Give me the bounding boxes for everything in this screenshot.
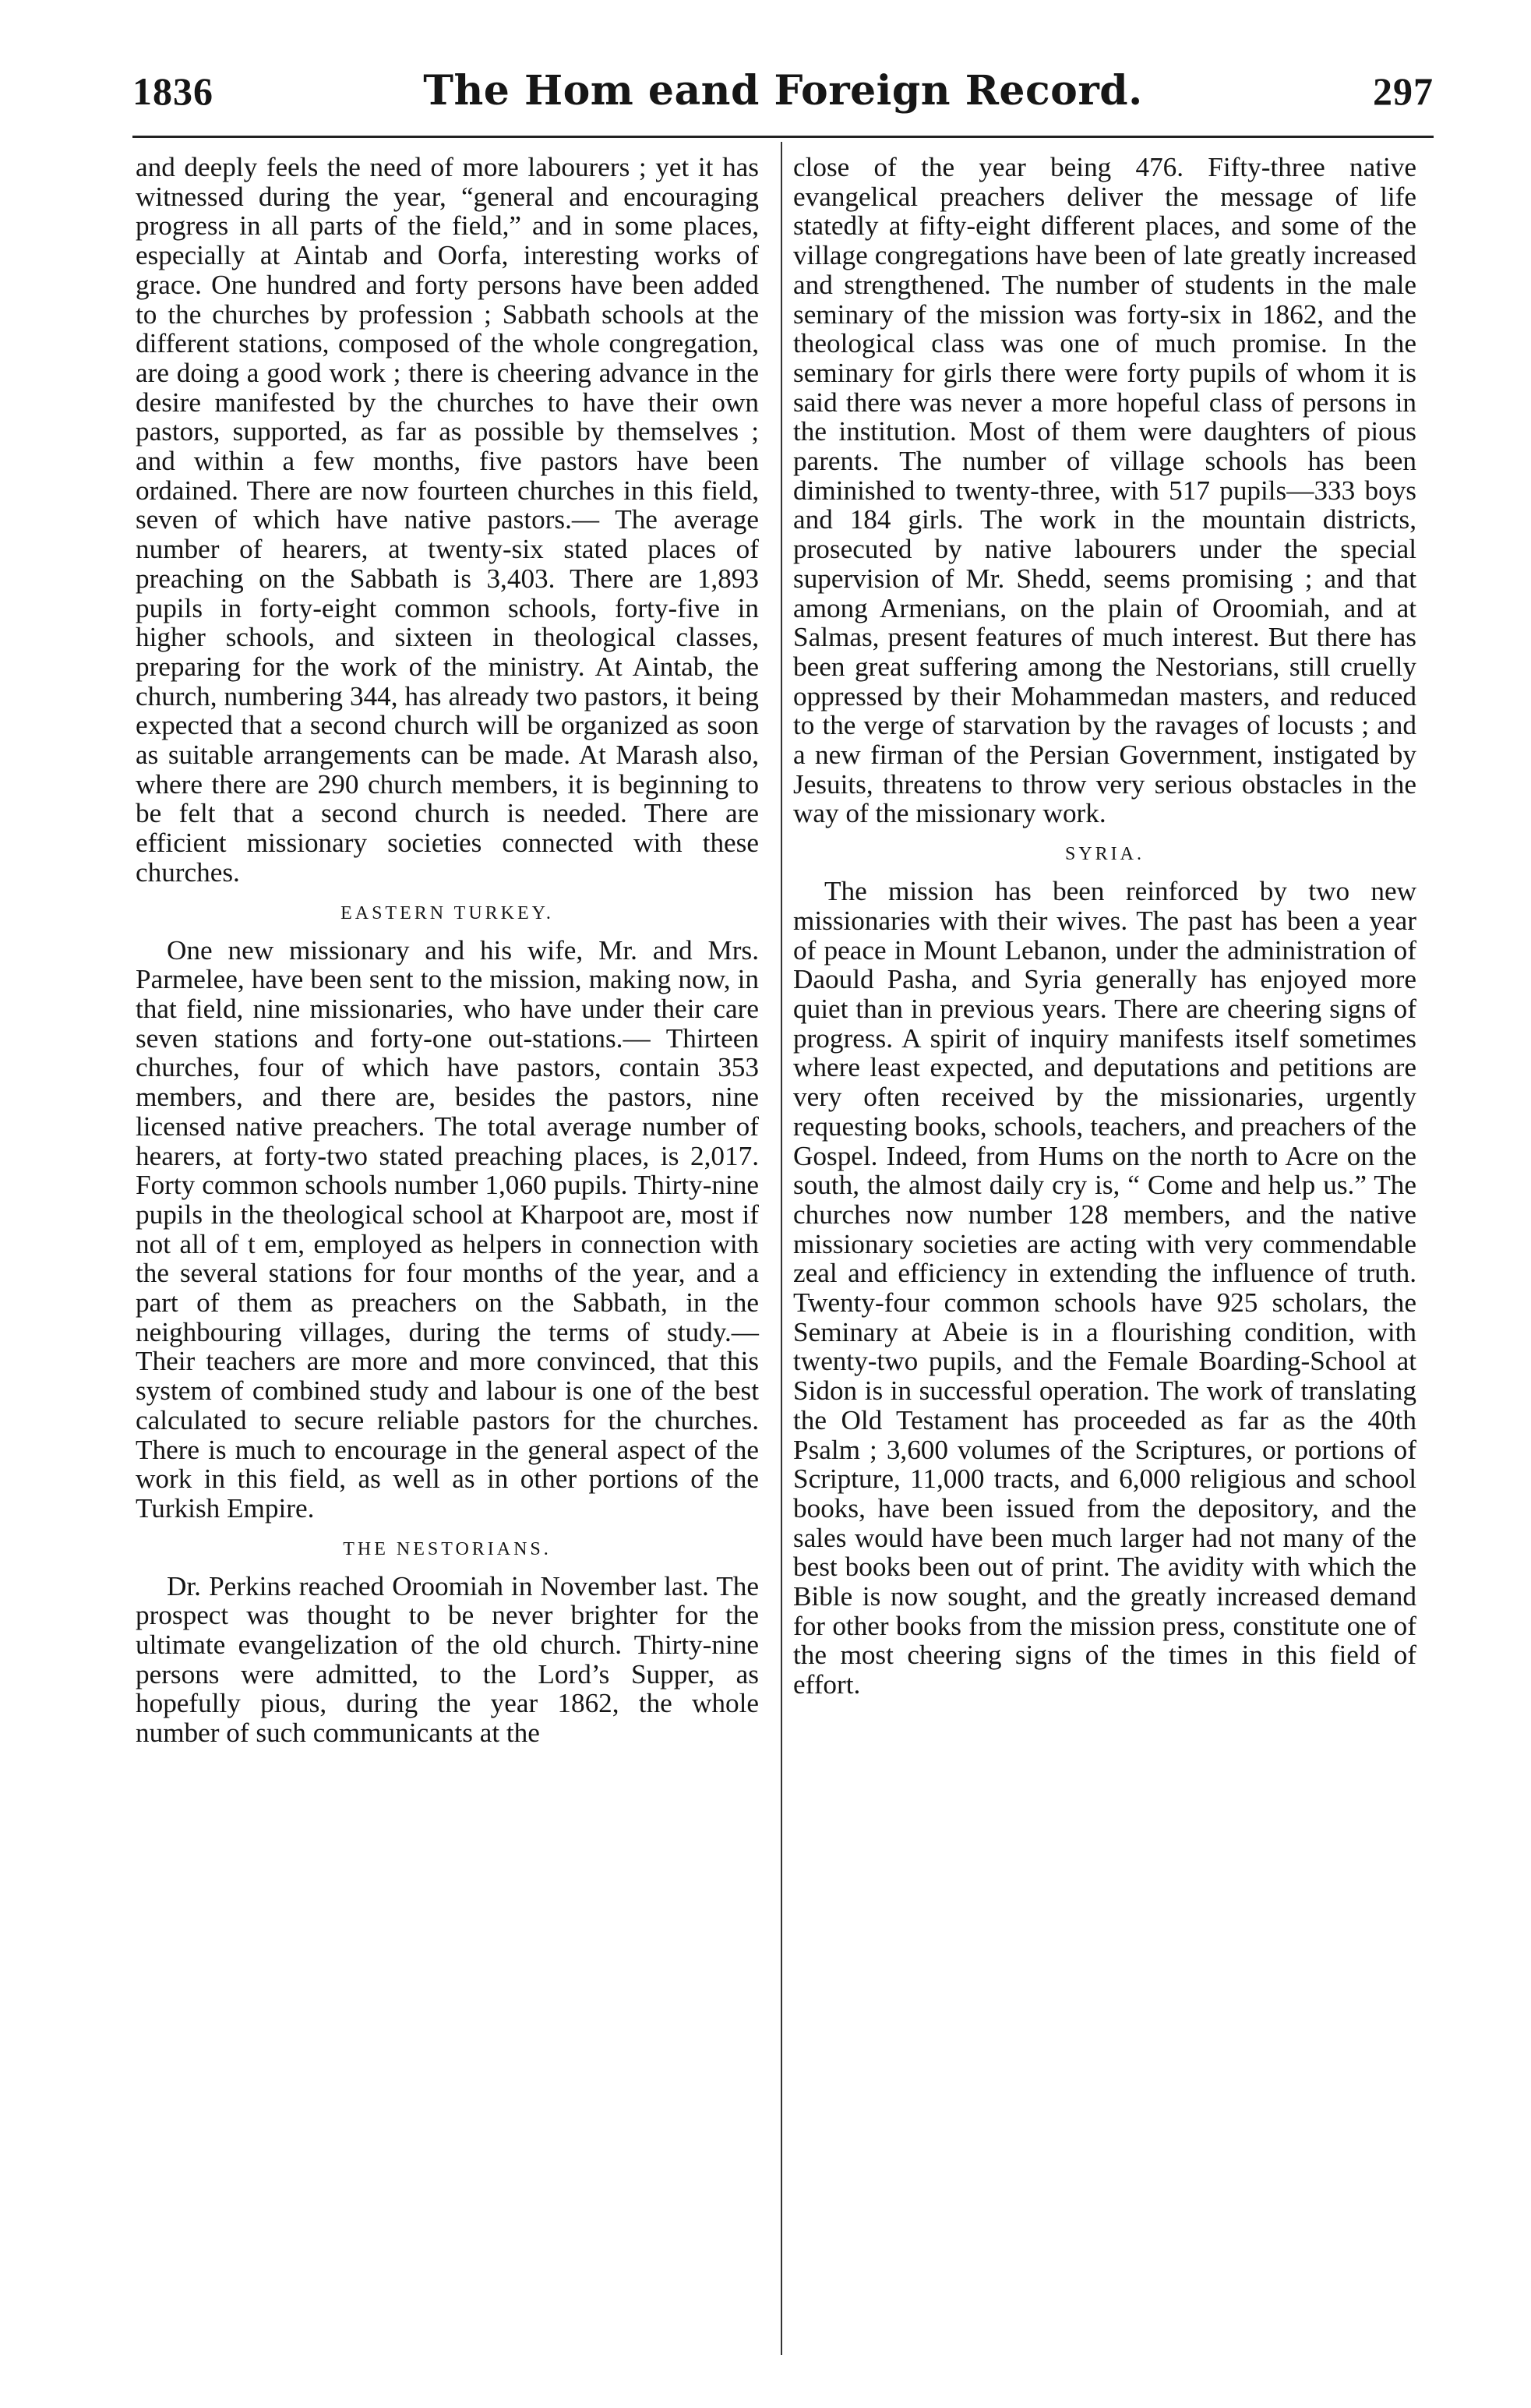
left-column [136,153,759,1748]
page-number: 297 [1373,69,1434,113]
column-divider [781,142,782,2355]
right-paragraph-1: close of the year being 476. Fifty-three native evangelical preachers deliver the message of life statedly at fifty-eight different places, and some of the village congregations have been of late greatly increased and strengthened. The number of students in the male seminary of the mission was forty-six in 1862, and the theological class was one of much promise. In the seminary for girls there were forty pupils of whom it is said there was never a more hopeful class of persons in the institution. Most of them were daughters of pious parents. The number of village schools has been diminished to twenty-three, with 517 pupils—333 boys and 184 girls. The work in the mountain districts, prosecuted by native labourers under the special supervision of Mr. Shedd, seems promising ; and that among Armenians, on the plain of Oroomiah, and at Salmas, present features of much interest. But there has been great suffering among the Nestorians, still cruelly oppressed by their Mohammedan masters, and reduced to the verge of starvation by the ravages of locusts ; and a new firman of the Persian Government, instigated by Jesuits, threatens to throw very serious obstacles in the way of the missionary work. [793,152,1416,829]
left-paragraph-3: Dr. Perkins reached Oroomiah in November last. The prospect was thought to be never brighter for the ultimate evangelization of the old church. Thirty-nine persons were admitted, to the Lord’s Supper, as hopefully pious, during the year 1862, the whole number of such communicants at the [136,1570,759,1749]
running-header [132,65,1434,138]
heading-eastern-turkey: EASTERN TURKEY. [340,902,554,923]
header-year: 1836 [132,69,213,113]
right-paragraph-2: The mission has been reinforced by two new missionaries with their wives. The past has been a year of peace in Mount Lebanon, under the administration of Daould Pasha, and Syria generally has enjoyed more quiet than in previous years. There are cheering signs of progress. A spirit of inquiry manifests itself sometimes where least expected, and deputations and petitions are very often received by the missionaries, urgently requesting books, schools, teachers, and preachers of the Gospel. Indeed, from Hums on the north to Acre on the south, the almost daily cry is, “ Come and help us.” The churches now number 128 members, and the native missionary societies are acting with very commendable zeal and efficiency in extending the influence of truth. Twenty-four common schools have 925 scholars, the Seminary at Abeie is in a flourishing condition, with twenty-two pupils, and the Female Boarding-School at Sidon is in successful operation. The work of translating the Old Testament has proceeded as far as the 40th Psalm ; 3,600 volumes of the Scriptures, or portions of Scripture, 11,000 tracts, and 6,000 religious and school books, have been issued from the depository, and the sales would have been much larger had not many of the best books been out of print. The avidity with which the Bible is now sought, and the greatly increased demand for other books from the mission press, constitute one of the most cheering signs of the times in this field of effort. [793,876,1416,1700]
running-title: The Hom eand Foreign Record. [423,67,1143,115]
left-paragraph-1: and deeply feels the need of more labourers ; yet it has witnessed during the year, “general and encouraging progress in all parts of the field,” and in some places, especially at Aintab and Oorfa, interesting works of grace. One hundred and forty persons have been added to the churches by profession ; Sabbath schools at the different stations, composed of the whole congregation, are doing a good work ; there is cheering advance in the desire manifested by the churches to have their own pastors, supported, as far as possible by themselves ; and within a few months, five pastors have been ordained. There are now fourteen churches in this field, seven of which have native pastors.— The average number of hearers, at twenty-six stated places of preaching on the Sabbath is 3,403. There are 1,893 pupils in forty-eight common schools, forty-five in higher schools, and sixteen in theological classes, preparing for the work of the ministry. At Aintab, the church, numbering 344, has already two pastors, it being expected that a second church will be organized as soon as suitable arrangements can be made. At Marash also, where there are 290 church members, it is beginning to be felt that a second church is needed. There are efficient missionary societies connected with these churches. [136,152,759,888]
left-paragraph-2: One new missionary and his wife, Mr. and Mrs. Parmelee, have been sent to the mission, making now, in that field, nine missionaries, who have under their care seven stations and forty-one out-stations.— Thirteen churches, four of which have pastors, contain 353 members, and there are, besides the pastors, nine licensed native preachers. The total average number of hearers, at forty-two stated preaching places, is 2,017. Forty common schools number 1,060 pupils. Thirty-nine pupils in the theological school at Kharpoot are, most if not all of t em, employed as helpers in connection with the several stations for four months of the year, and a part of them as preachers on the Sabbath, in the neighbouring villages, during the terms of study.— Their teachers are more and more convinced, that this system of combined study and labour is one of the best calculated to secure reliable pastors for the churches. There is much to encourage in the general aspect of the work in this field, as well as in other portions of the Turkish Empire. [136,934,759,1524]
heading-nestorians: THE NESTORIANS. [343,1538,552,1559]
heading-syria: SYRIA. [1064,844,1145,865]
right-column [793,153,1416,1700]
